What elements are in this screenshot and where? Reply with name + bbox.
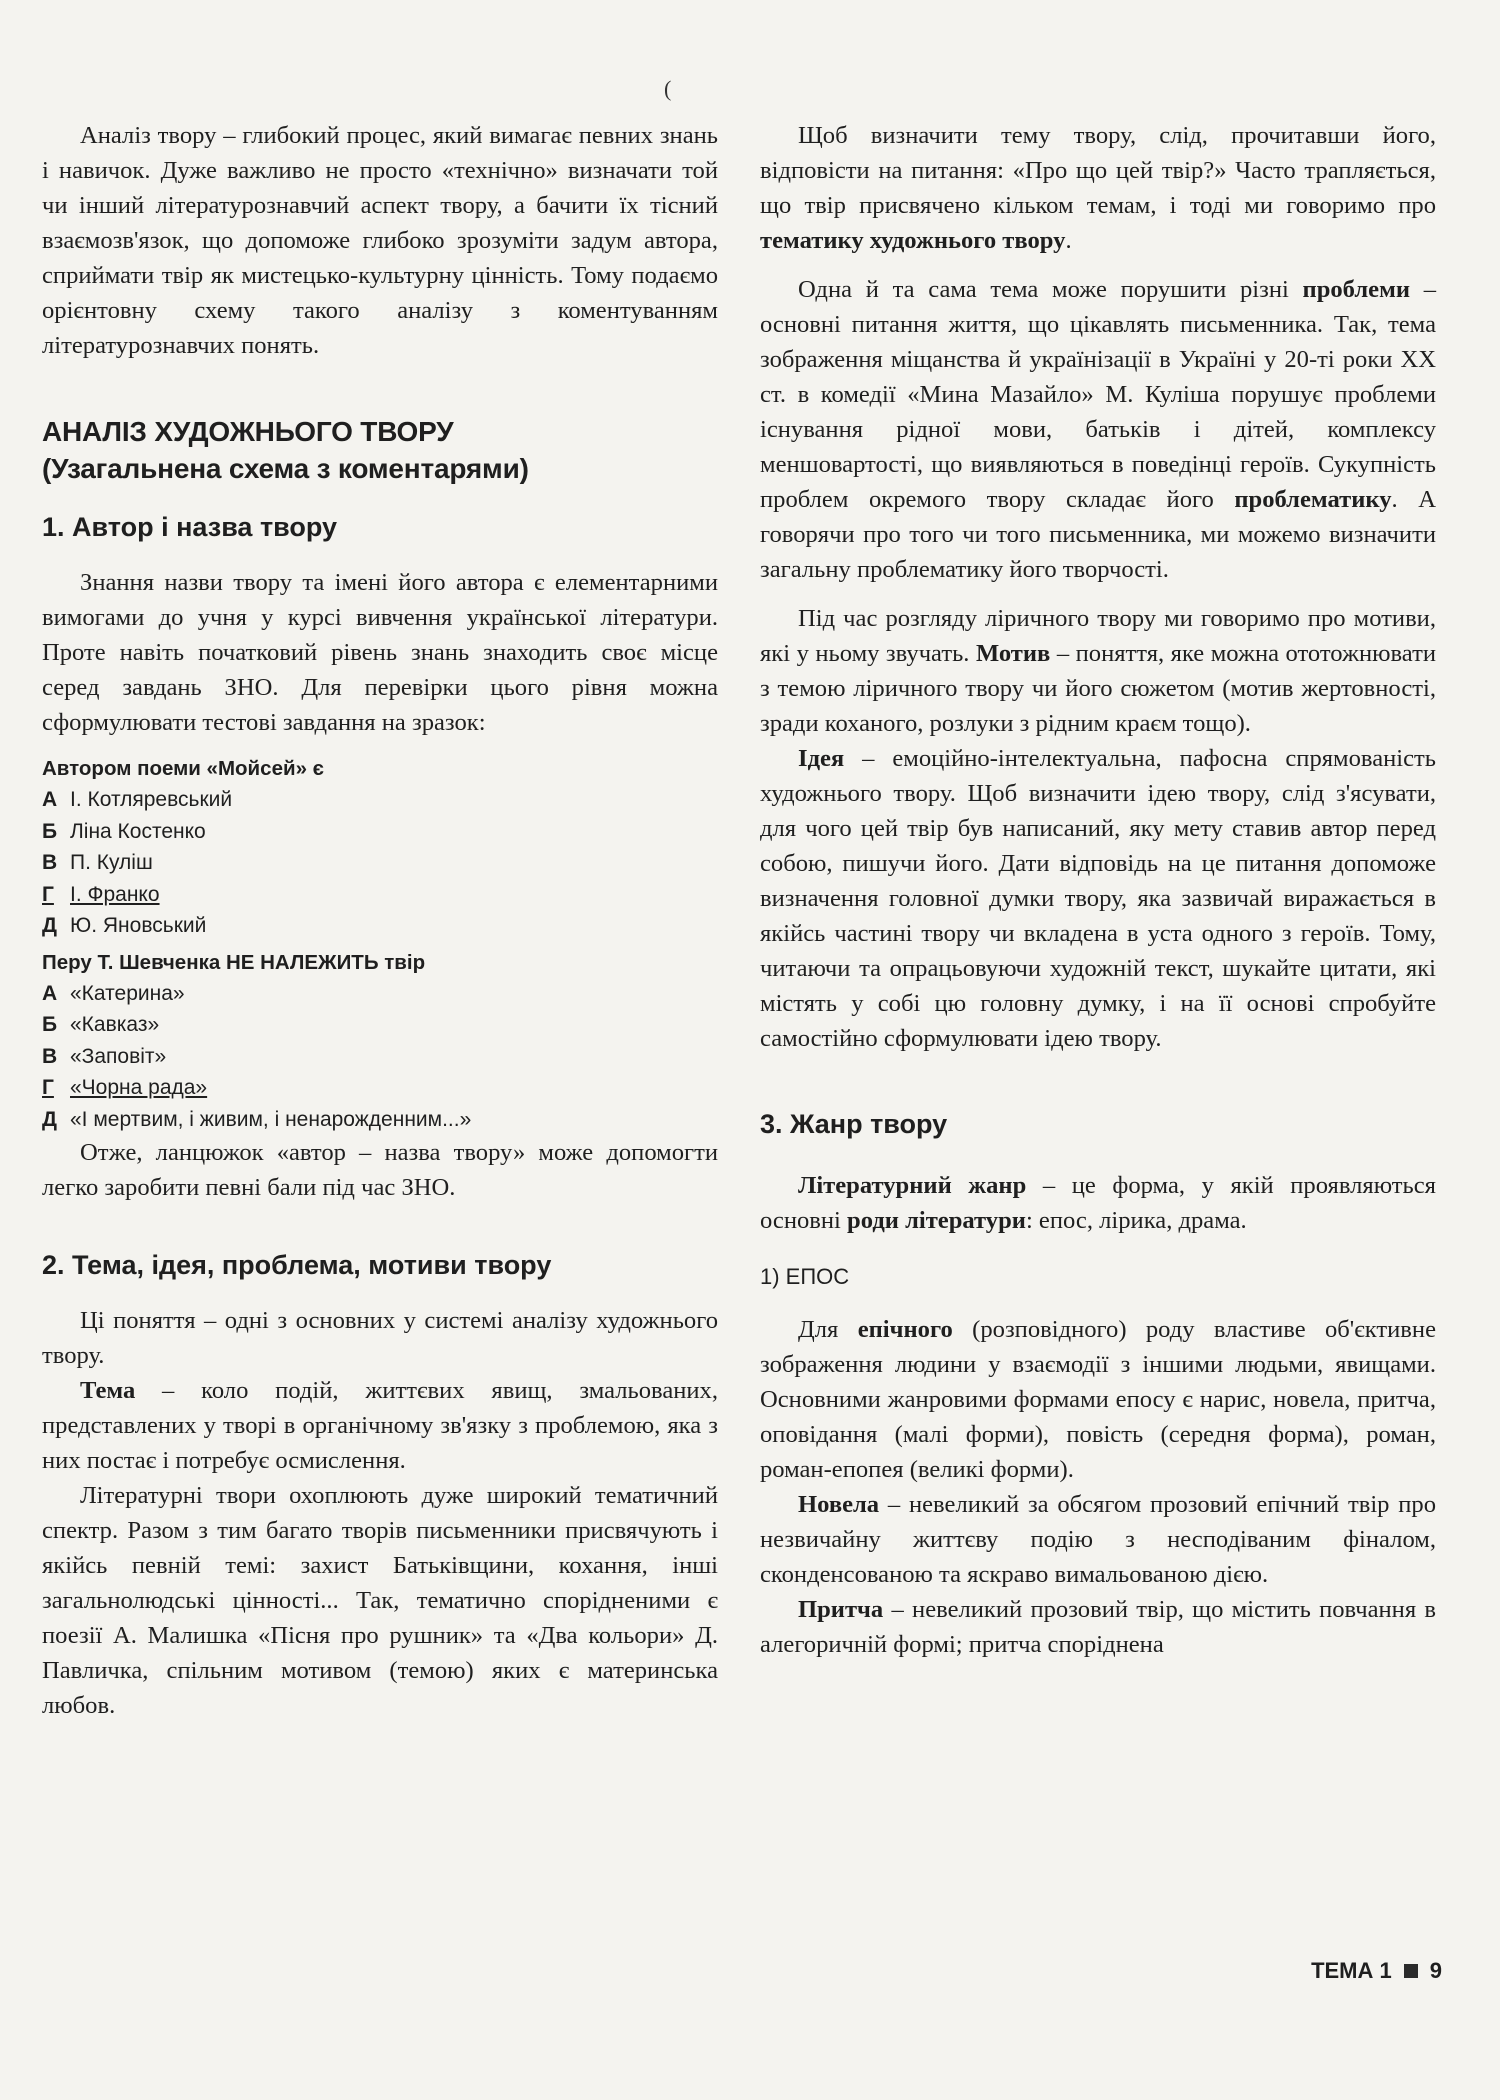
- section-3-heading: 3. Жанр твору: [760, 1109, 948, 1139]
- section-2-tema-definition: Тема – коло подій, життєвих явищ, змальованих, представлених у творі в органічному зв'язку з проблемою, яка з них постає і потребує осмислення.: [42, 1377, 718, 1474]
- question-2-options: [42, 978, 718, 1136]
- genre-paragraph: Літературний жанр – це форма, у якій проявляються основні роди літератури: епос, лірика, драма.: [760, 1172, 1436, 1234]
- section-1-conclusion: Отже, ланцюжок «автор – назва твору» може допомогти легко заробити певні бали під час ЗНО.: [42, 1139, 718, 1201]
- option-a: А «Катерина»: [42, 981, 185, 1005]
- question-1: Автором поеми «Мойсей» є: [42, 757, 324, 780]
- footer-section: ТЕМА 1: [1311, 1958, 1392, 1983]
- question-2: Перу Т. Шевченка НЕ НАЛЕЖИТЬ твір: [42, 950, 426, 974]
- page-footer: [1311, 1958, 1442, 1984]
- option-d: Д Ю. Яновський: [42, 914, 207, 937]
- square-icon: [1404, 1964, 1418, 1978]
- novel-paragraph: Новела – невеликий за обсягом прозовий епічний твір про незвичайну життєву подію з несподіваним фіналом, сконденсованою та яскраво вимальованою дією.: [760, 1491, 1436, 1588]
- option-b: Б Ліна Костенко: [42, 819, 206, 843]
- section-2-paragraph-3: Літературні твори охоплюють дуже широкий тематичний спектр. Разом з тим багато творів письменники присвячують і якійсь певній темі: захист Батьківщини, кохання, інші загальнолюдські цінності... Так, тематично спорідненими є поезії А. Малишка «Пісня про рушник» та «Два кольори» Д. Павличка, спільним мотивом (темою) яких є материнська любов.: [42, 1482, 718, 1719]
- epos-heading: 1) ЕПОС: [760, 1264, 850, 1289]
- page-number: 9: [1429, 1958, 1442, 1983]
- idea-paragraph: Ідея – емоційно-інтелектуальна, пафосна спрямованість художнього твору. Щоб визначити ідею твору, слід з'ясувати, для чого цей твір був написаний, яку мету ставив автор перед собою, пишучи його. Дати відповідь на це питання допоможе визначення головної думки твору, яка зазвичай виражається в якійсь частині твору чи вкладена в уста одного з героїв. Тому, читаючи та опрацьовуючи художній текст, шукайте цитати, які містять у собі цю головну думку, і на її основі спробуйте самостійно сформулювати ідею твору.: [760, 745, 1436, 1052]
- problem-paragraph: Одна й та сама тема може порушити різні проблеми – основні питання життя, що цікавлять письменника. Так, тема зображення міщанства й українізації в Україні у 20-ті роки XX ст. в комедії «Мина Мазайло» М. Куліша порушує проблеми існування рідної мови, батьків і дітей, комплексу меншовартості, що виявляються в поведінці героїв. Сукупність проблем окремого твору складає його проблематику. А говорячи про того чи того письменника, ми можемо визначити загальну проблематику його творчості.: [760, 276, 1436, 583]
- theme-paragraph: Щоб визначити тему твору, слід, прочитавши його, відповісти на питання: «Про що цей твір?» Часто трапляється, що твір присвячено кільком темам, і тоді ми говоримо про тематику художнього твору.: [760, 122, 1436, 254]
- motive-paragraph: Під час розгляду ліричного твору ми говоримо про мотиви, які у ньому звучать. Мотив – поняття, яке можна ототожнювати з темою ліричного твору чи його сюжетом (мотив жертовності, зради коханого, розлуки з рідним краєм тощо).: [760, 605, 1436, 737]
- right-column: [760, 118, 1436, 1662]
- question-1-options: [42, 784, 718, 942]
- option-g-correct: Г «Чорна рада»: [42, 1076, 208, 1099]
- left-column: [42, 118, 718, 1723]
- option-b: Б «Кавказ»: [42, 1013, 160, 1036]
- option-g-correct: Г І. Франко: [42, 882, 160, 906]
- main-subtitle: (Узагальнена схема з коментарями): [42, 453, 529, 484]
- main-title: АНАЛІЗ ХУДОЖНЬОГО ТВОРУ: [42, 416, 454, 447]
- intro-paragraph: Аналіз твору – глибокий процес, який вимагає певних знань і навичок. Дуже важливо не просто «технічно» визначати той чи інший літературознавчий аспект твору, а бачити їх тісний взаємозв'язок, що допоможе глибоко зрозуміти задум автора, сприймати твір як мистецько-культурну цінність. Тому подаємо орієнтовну схему такого аналізу з коментуванням літературознавчих понять.: [42, 122, 718, 359]
- option-a: А І. Котляревський: [42, 788, 233, 811]
- section-2-heading: 2. Тема, ідея, проблема, мотиви твору: [42, 1250, 552, 1280]
- section-1-heading: 1. Автор і назва твору: [42, 512, 338, 542]
- top-mark: (: [664, 76, 672, 101]
- term-tema: Тема: [80, 1377, 136, 1404]
- parable-paragraph: Притча – невеликий прозовий твір, що містить повчання в алегоричній формі; притча споріднена: [760, 1596, 1436, 1658]
- epos-paragraph: Для епічного (розповідного) роду властиве об'єктивне зображення людини у взаємодії з іншими людьми, явищами. Основними жанровими формами епосу є нарис, новела, притча, оповідання (малі форми), повість (середня форма), роман, роман-епопея (великі форми).: [760, 1316, 1436, 1483]
- section-1-paragraph: Знання назви твору та імені його автора є елементарними вимогами до учня у курсі вивчення української літератури. Проте навіть початковий рівень знань знаходить своє місце серед завдань ЗНО. Для перевірки цього рівня можна сформулювати тестові завдання на зразок:: [42, 569, 718, 736]
- option-d: Д «І мертвим, і живим, і ненарожденним...»: [42, 1107, 472, 1131]
- option-v: В «Заповіт»: [42, 1044, 167, 1068]
- option-v: В П. Куліш: [42, 851, 153, 874]
- section-2-paragraph-1: Ці поняття – одні з основних у системі аналізу художнього твору.: [42, 1307, 718, 1369]
